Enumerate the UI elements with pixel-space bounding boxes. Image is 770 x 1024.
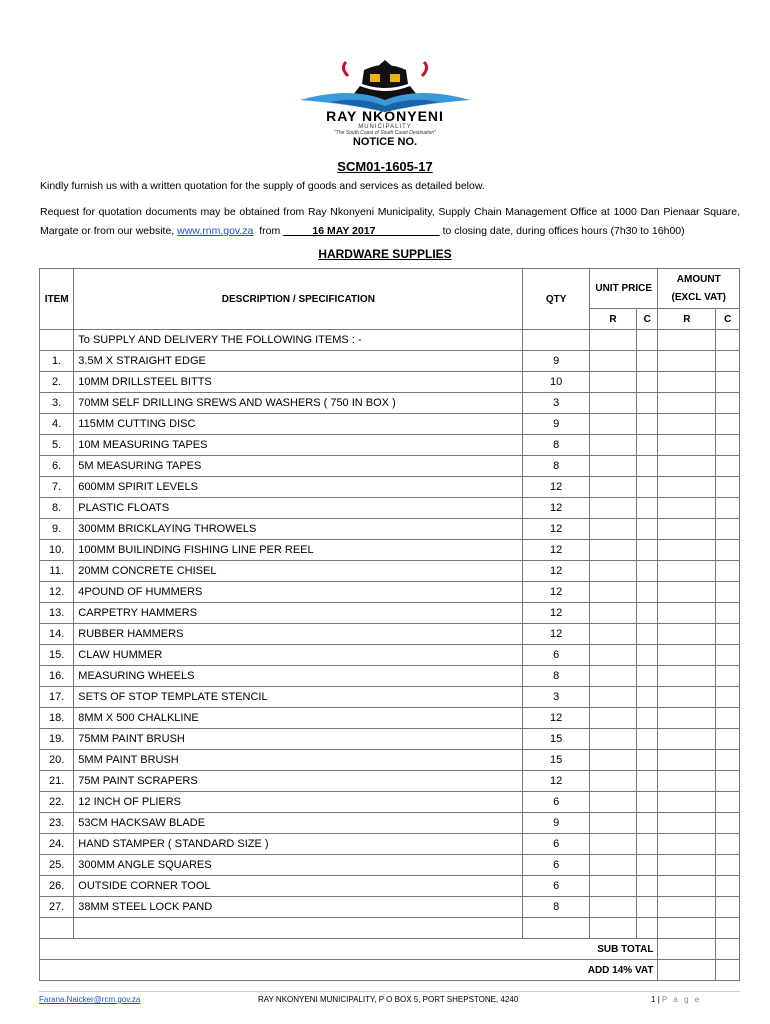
item-description: 20MM CONCRETE CHISEL bbox=[74, 561, 523, 582]
unit-price-c[interactable] bbox=[637, 897, 658, 918]
logo-tagline bbox=[290, 124, 480, 136]
table-row bbox=[40, 708, 740, 729]
item-number: 13. bbox=[40, 603, 74, 624]
unit-price-r[interactable] bbox=[589, 477, 636, 498]
item-qty: 12 bbox=[523, 582, 589, 603]
amount-r[interactable] bbox=[658, 813, 716, 834]
unit-price-r[interactable] bbox=[589, 834, 636, 855]
item-description: RUBBER HAMMERS bbox=[74, 624, 523, 645]
unit-price-r[interactable] bbox=[589, 351, 636, 372]
unit-price-c[interactable] bbox=[637, 624, 658, 645]
amount-c[interactable] bbox=[716, 435, 740, 456]
amount-c[interactable] bbox=[716, 729, 740, 750]
item-number: 17. bbox=[40, 687, 74, 708]
amount-r[interactable] bbox=[658, 666, 716, 687]
unit-price-c[interactable] bbox=[637, 372, 658, 393]
table-row bbox=[40, 687, 740, 708]
item-number: 1. bbox=[40, 351, 74, 372]
item-number: 19. bbox=[40, 729, 74, 750]
item-number: 16. bbox=[40, 666, 74, 687]
item-qty: 12 bbox=[523, 708, 589, 729]
request-text: Request for quotation documents may be obtained from Ray Nkonyeni Municipality, Supply Chain Management Office at 1000 Dan Pienaar Square, Margate or from our website, bbox=[40, 206, 740, 237]
unit-price-r[interactable] bbox=[589, 813, 636, 834]
unit-price-r[interactable] bbox=[589, 855, 636, 876]
unit-price-c[interactable] bbox=[637, 414, 658, 435]
unit-price-r[interactable] bbox=[589, 792, 636, 813]
item-qty: 6 bbox=[523, 876, 589, 897]
table-row bbox=[40, 561, 740, 582]
item-qty: 8 bbox=[523, 897, 589, 918]
reference-number: SCM01-1605-17 bbox=[337, 159, 433, 174]
logo-sub: MUNICIPALITY bbox=[358, 124, 412, 130]
item-description: SETS OF STOP TEMPLATE STENCIL bbox=[74, 687, 523, 708]
amount-c[interactable] bbox=[716, 813, 740, 834]
item-description: HAND STAMPER ( STANDARD SIZE ) bbox=[74, 834, 523, 855]
table-row bbox=[40, 813, 740, 834]
item-qty: 3 bbox=[523, 687, 589, 708]
vat-row bbox=[40, 960, 740, 981]
item-number: 20. bbox=[40, 750, 74, 771]
vat-c[interactable] bbox=[716, 960, 740, 981]
table-row bbox=[40, 855, 740, 876]
unit-price-r[interactable] bbox=[589, 603, 636, 624]
amount-c[interactable] bbox=[716, 876, 740, 897]
table-row bbox=[40, 834, 740, 855]
item-description: CLAW HUMMER bbox=[74, 645, 523, 666]
item-qty: 8 bbox=[523, 456, 589, 477]
intro-row bbox=[40, 330, 740, 351]
item-description: CARPETRY HAMMERS bbox=[74, 603, 523, 624]
item-number: 8. bbox=[40, 498, 74, 519]
request-tail: to closing date, during offices hours (7h30 to 16h00) bbox=[442, 225, 685, 237]
header-amount: AMOUNT (EXCL VAT) bbox=[658, 269, 740, 309]
item-qty: 12 bbox=[523, 477, 589, 498]
unit-price-r[interactable] bbox=[589, 708, 636, 729]
amount-r[interactable] bbox=[658, 519, 716, 540]
amount-c[interactable] bbox=[716, 498, 740, 519]
website-link[interactable]: www.rnm.gov.za bbox=[177, 225, 254, 237]
item-qty: 6 bbox=[523, 855, 589, 876]
unit-price-c[interactable] bbox=[637, 498, 658, 519]
item-qty: 12 bbox=[523, 540, 589, 561]
amount-r[interactable] bbox=[658, 498, 716, 519]
unit-price-c[interactable] bbox=[637, 687, 658, 708]
amount-c[interactable] bbox=[716, 834, 740, 855]
item-number: 12. bbox=[40, 582, 74, 603]
footer-page bbox=[651, 995, 701, 1004]
amount-r[interactable] bbox=[658, 876, 716, 897]
unit-price-c[interactable] bbox=[637, 351, 658, 372]
item-number: 11. bbox=[40, 561, 74, 582]
amount-r[interactable] bbox=[658, 561, 716, 582]
header-unit-price: UNIT PRICE bbox=[589, 269, 658, 309]
unit-price-c[interactable] bbox=[637, 771, 658, 792]
amount-c[interactable] bbox=[716, 771, 740, 792]
summary-body bbox=[40, 918, 740, 981]
unit-price-c[interactable] bbox=[637, 876, 658, 897]
item-description: 5MM PAINT BRUSH bbox=[74, 750, 523, 771]
header-description: DESCRIPTION / SPECIFICATION bbox=[74, 269, 523, 330]
item-description: 115MM CUTTING DISC bbox=[74, 414, 523, 435]
amount-c[interactable] bbox=[716, 897, 740, 918]
footer-divider bbox=[39, 991, 740, 992]
item-qty: 12 bbox=[523, 771, 589, 792]
amount-c[interactable] bbox=[716, 351, 740, 372]
unit-price-r[interactable] bbox=[589, 645, 636, 666]
page-word: P a g e bbox=[662, 995, 702, 1004]
amount-c[interactable] bbox=[716, 477, 740, 498]
item-number: 26. bbox=[40, 876, 74, 897]
item-qty: 6 bbox=[523, 645, 589, 666]
unit-price-r[interactable] bbox=[589, 624, 636, 645]
unit-price-r[interactable] bbox=[589, 456, 636, 477]
item-qty: 12 bbox=[523, 603, 589, 624]
unit-price-c[interactable] bbox=[637, 435, 658, 456]
table-row bbox=[40, 876, 740, 897]
table-row bbox=[40, 645, 740, 666]
unit-price-c[interactable] bbox=[637, 456, 658, 477]
item-qty: 15 bbox=[523, 750, 589, 771]
table-row bbox=[40, 603, 740, 624]
amount-r[interactable] bbox=[658, 477, 716, 498]
amount-r[interactable] bbox=[658, 582, 716, 603]
table-row bbox=[40, 498, 740, 519]
item-description: PLASTIC FLOATS bbox=[74, 498, 523, 519]
unit-price-r[interactable] bbox=[589, 876, 636, 897]
item-qty: 12 bbox=[523, 498, 589, 519]
unit-price-r[interactable] bbox=[589, 519, 636, 540]
item-description: 10MM DRILLSTEEL BITTS bbox=[74, 372, 523, 393]
unit-price-c[interactable] bbox=[637, 708, 658, 729]
items-table bbox=[39, 268, 740, 981]
table-row bbox=[40, 351, 740, 372]
unit-price-c[interactable] bbox=[637, 477, 658, 498]
amount-r[interactable] bbox=[658, 435, 716, 456]
amount-r[interactable] bbox=[658, 540, 716, 561]
item-number: 10. bbox=[40, 540, 74, 561]
item-description: 53CM HACKSAW BLADE bbox=[74, 813, 523, 834]
table-row bbox=[40, 414, 740, 435]
amount-c[interactable] bbox=[716, 393, 740, 414]
item-qty: 10 bbox=[523, 372, 589, 393]
amount-c[interactable] bbox=[716, 372, 740, 393]
vat-label: ADD 14% VAT bbox=[40, 960, 658, 981]
unit-price-r[interactable] bbox=[589, 897, 636, 918]
item-description: 600MM SPIRIT LEVELS bbox=[74, 477, 523, 498]
table-row bbox=[40, 582, 740, 603]
amount-r[interactable] bbox=[658, 771, 716, 792]
item-qty: 3 bbox=[523, 393, 589, 414]
unit-price-c[interactable] bbox=[637, 750, 658, 771]
unit-price-r[interactable] bbox=[589, 372, 636, 393]
page-separator: | bbox=[657, 995, 660, 1004]
amount-r[interactable] bbox=[658, 645, 716, 666]
amount-r[interactable] bbox=[658, 708, 716, 729]
item-qty: 6 bbox=[523, 792, 589, 813]
table-row bbox=[40, 372, 740, 393]
item-qty: 12 bbox=[523, 519, 589, 540]
availability-date: _____16 MAY 2017___________ bbox=[283, 225, 440, 237]
unit-price-r[interactable] bbox=[589, 435, 636, 456]
item-description: 300MM ANGLE SQUARES bbox=[74, 855, 523, 876]
amount-r[interactable] bbox=[658, 834, 716, 855]
item-number: 18. bbox=[40, 708, 74, 729]
amount-c[interactable] bbox=[716, 582, 740, 603]
amount-r[interactable] bbox=[658, 351, 716, 372]
item-number: 25. bbox=[40, 855, 74, 876]
table-row bbox=[40, 519, 740, 540]
intro-row-text: To SUPPLY AND DELIVERY THE FOLLOWING ITEMS : - bbox=[74, 330, 523, 351]
amount-r[interactable] bbox=[658, 414, 716, 435]
item-description: 100MM BUILINDING FISHING LINE PER REEL bbox=[74, 540, 523, 561]
item-qty: 8 bbox=[523, 666, 589, 687]
unit-price-c[interactable] bbox=[637, 645, 658, 666]
header-unit-c: C bbox=[637, 309, 658, 330]
item-number: 21. bbox=[40, 771, 74, 792]
unit-price-c[interactable] bbox=[637, 561, 658, 582]
item-number: 22. bbox=[40, 792, 74, 813]
footer-address: RAY NKONYENI MUNICIPALITY, P O BOX 5, PORT SHEPSTONE, 4240 bbox=[258, 995, 519, 1004]
item-number: 6. bbox=[40, 456, 74, 477]
amount-r[interactable] bbox=[658, 603, 716, 624]
item-description: 4POUND OF HUMMERS bbox=[74, 582, 523, 603]
item-qty: 8 bbox=[523, 435, 589, 456]
item-number: 9. bbox=[40, 519, 74, 540]
amount-r[interactable] bbox=[658, 393, 716, 414]
item-description: 5M MEASURING TAPES bbox=[74, 456, 523, 477]
intro-row-item bbox=[40, 330, 74, 351]
table-row bbox=[40, 393, 740, 414]
intro-text: Kindly furnish us with a written quotation for the supply of goods and services as detailed below. bbox=[40, 180, 485, 192]
unit-price-r[interactable] bbox=[589, 393, 636, 414]
amount-c[interactable] bbox=[716, 414, 740, 435]
unit-price-c[interactable] bbox=[637, 666, 658, 687]
amount-r[interactable] bbox=[658, 729, 716, 750]
amount-c[interactable] bbox=[716, 540, 740, 561]
item-description: OUTSIDE CORNER TOOL bbox=[74, 876, 523, 897]
amount-c[interactable] bbox=[716, 792, 740, 813]
amount-c[interactable] bbox=[716, 750, 740, 771]
item-qty: 9 bbox=[523, 351, 589, 372]
amount-c[interactable] bbox=[716, 456, 740, 477]
item-description: 3.5M X STRAIGHT EDGE bbox=[74, 351, 523, 372]
amount-c[interactable] bbox=[716, 687, 740, 708]
footer-email[interactable]: Farana.Naicker@rcm.gov.za bbox=[39, 995, 141, 1004]
amount-r[interactable] bbox=[658, 456, 716, 477]
item-number: 14. bbox=[40, 624, 74, 645]
logo-name: RAY NKONYENI bbox=[326, 108, 444, 124]
table-row bbox=[40, 435, 740, 456]
amount-c[interactable] bbox=[716, 708, 740, 729]
unit-price-r[interactable] bbox=[589, 687, 636, 708]
header-item: ITEM bbox=[40, 269, 74, 330]
amount-c[interactable] bbox=[716, 855, 740, 876]
amount-r[interactable] bbox=[658, 855, 716, 876]
amount-r[interactable] bbox=[658, 372, 716, 393]
amount-c[interactable] bbox=[716, 519, 740, 540]
table-row bbox=[40, 897, 740, 918]
item-number: 7. bbox=[40, 477, 74, 498]
unit-price-c[interactable] bbox=[637, 393, 658, 414]
item-qty: 9 bbox=[523, 414, 589, 435]
amount-c[interactable] bbox=[716, 645, 740, 666]
unit-price-r[interactable] bbox=[589, 540, 636, 561]
table-row bbox=[40, 729, 740, 750]
table-row bbox=[40, 540, 740, 561]
unit-price-c[interactable] bbox=[637, 603, 658, 624]
table-row bbox=[40, 666, 740, 687]
request-paragraph bbox=[40, 203, 740, 241]
item-number: 23. bbox=[40, 813, 74, 834]
logo-tagline-text: "The South Coast of South Coast Destination" bbox=[334, 130, 436, 136]
item-number: 5. bbox=[40, 435, 74, 456]
unit-price-c[interactable] bbox=[637, 855, 658, 876]
header-unit-r: R bbox=[589, 309, 636, 330]
item-number: 24. bbox=[40, 834, 74, 855]
from-word: from bbox=[259, 225, 281, 237]
sub-total-r[interactable] bbox=[658, 939, 716, 960]
table-row bbox=[40, 624, 740, 645]
item-number: 3. bbox=[40, 393, 74, 414]
item-description: 75MM PAINT BRUSH bbox=[74, 729, 523, 750]
amount-c[interactable] bbox=[716, 603, 740, 624]
unit-price-c[interactable] bbox=[637, 519, 658, 540]
amount-r[interactable] bbox=[658, 687, 716, 708]
item-description: 8MM X 500 CHALKLINE bbox=[74, 708, 523, 729]
sub-total-c[interactable] bbox=[716, 939, 740, 960]
table-row bbox=[40, 750, 740, 771]
unit-price-c[interactable] bbox=[637, 729, 658, 750]
sub-total-row bbox=[40, 939, 740, 960]
amount-c[interactable] bbox=[716, 624, 740, 645]
blank-row bbox=[40, 918, 740, 939]
amount-c[interactable] bbox=[716, 561, 740, 582]
header-qty: QTY bbox=[523, 269, 589, 330]
unit-price-r[interactable] bbox=[589, 729, 636, 750]
items-body bbox=[40, 330, 740, 918]
amount-r[interactable] bbox=[658, 750, 716, 771]
table-row bbox=[40, 792, 740, 813]
item-qty: 6 bbox=[523, 834, 589, 855]
table-row bbox=[40, 477, 740, 498]
item-description: 300MM BRICKLAYING THROWELS bbox=[74, 519, 523, 540]
unit-price-r[interactable] bbox=[589, 582, 636, 603]
table-row bbox=[40, 771, 740, 792]
unit-price-r[interactable] bbox=[589, 771, 636, 792]
amount-r[interactable] bbox=[658, 792, 716, 813]
unit-price-r[interactable] bbox=[589, 666, 636, 687]
item-number: 4. bbox=[40, 414, 74, 435]
item-description: 10M MEASURING TAPES bbox=[74, 435, 523, 456]
table-row bbox=[40, 456, 740, 477]
page-number: 1 bbox=[651, 995, 656, 1004]
item-description: 70MM SELF DRILLING SREWS AND WASHERS ( 750 IN BOX ) bbox=[74, 393, 523, 414]
amount-r[interactable] bbox=[658, 897, 716, 918]
item-number: 2. bbox=[40, 372, 74, 393]
unit-price-r[interactable] bbox=[589, 750, 636, 771]
item-qty: 12 bbox=[523, 624, 589, 645]
header-amount-r: R bbox=[658, 309, 716, 330]
item-description: 75M PAINT SCRAPERS bbox=[74, 771, 523, 792]
header-amount-c: C bbox=[716, 309, 740, 330]
notice-label: NOTICE NO. bbox=[352, 136, 418, 148]
item-number: 27. bbox=[40, 897, 74, 918]
item-qty: 9 bbox=[523, 813, 589, 834]
section-title: HARDWARE SUPPLIES bbox=[318, 247, 452, 261]
vat-r[interactable] bbox=[658, 960, 716, 981]
item-number: 15. bbox=[40, 645, 74, 666]
unit-price-c[interactable] bbox=[637, 813, 658, 834]
item-qty: 15 bbox=[523, 729, 589, 750]
unit-price-r[interactable] bbox=[589, 498, 636, 519]
unit-price-c[interactable] bbox=[637, 792, 658, 813]
unit-price-c[interactable] bbox=[637, 540, 658, 561]
unit-price-c[interactable] bbox=[637, 582, 658, 603]
unit-price-r[interactable] bbox=[589, 561, 636, 582]
unit-price-c[interactable] bbox=[637, 834, 658, 855]
sub-total-label: SUB TOTAL bbox=[40, 939, 658, 960]
item-description: 12 INCH OF PLIERS bbox=[74, 792, 523, 813]
item-description: 38MM STEEL LOCK PAND bbox=[74, 897, 523, 918]
amount-r[interactable] bbox=[658, 624, 716, 645]
unit-price-r[interactable] bbox=[589, 414, 636, 435]
item-qty: 12 bbox=[523, 561, 589, 582]
amount-c[interactable] bbox=[716, 666, 740, 687]
item-description: MEASURING WHEELS bbox=[74, 666, 523, 687]
